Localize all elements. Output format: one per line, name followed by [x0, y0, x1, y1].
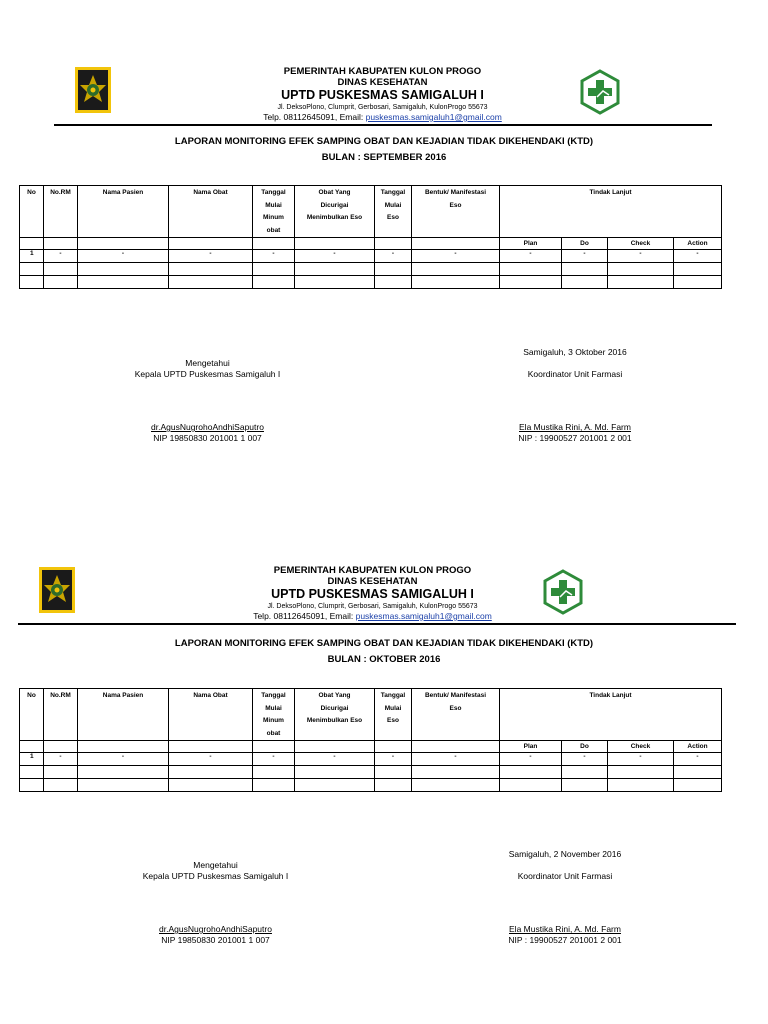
cell: -: [562, 250, 608, 263]
sig-koordinator-title: Koordinator Unit Farmasi: [527, 369, 623, 379]
hdr-text: Bentuk/ Manifestasi: [424, 692, 487, 699]
letterhead: [220, 66, 545, 123]
cell: -: [169, 753, 253, 766]
contact: [210, 611, 535, 622]
col-action: Action: [674, 238, 722, 250]
signature-right: [480, 347, 670, 444]
sig-kepala-name: dr.AgusNugrohoAndhiSaputro: [151, 422, 264, 432]
cell: -: [608, 250, 674, 263]
cell: -: [295, 753, 375, 766]
dept-name: DINAS KESEHATAN: [337, 77, 428, 88]
col-check: Check: [608, 741, 674, 753]
report-title: LAPORAN MONITORING EFEK SAMPING OBAT DAN KEJADIAN TIDAK DIKEHENDAKI (KTD): [174, 136, 594, 147]
sig-kepala-name: dr.AgusNugrohoAndhiSaputro: [159, 924, 272, 934]
cell: -: [375, 753, 412, 766]
cell: -: [169, 250, 253, 263]
signature-left: [118, 860, 313, 946]
cell: -: [500, 753, 562, 766]
col-tanggal-minum: [253, 689, 295, 741]
sig-mengetahui: Mengetahui: [185, 358, 230, 368]
col-plan: Plan: [500, 238, 562, 250]
hdr-text: Obat Yang: [318, 189, 351, 196]
hdr-text: Menimbulkan Eso: [306, 214, 363, 221]
table-row: [20, 276, 722, 289]
col-do: Do: [562, 238, 608, 250]
institution-name: UPTD PUSKESMAS SAMIGALUH I: [271, 587, 474, 601]
monitoring-table: [19, 688, 722, 792]
cell: -: [78, 250, 169, 263]
cell: -: [295, 250, 375, 263]
cell: -: [500, 250, 562, 263]
puskesmas-cross-icon: [577, 69, 623, 115]
hdr-text: Mulai: [265, 704, 282, 712]
col-tindak-lanjut: Tindak Lanjut: [500, 186, 722, 238]
col-no: No: [20, 186, 44, 238]
col-tindak-lanjut: Tindak Lanjut: [500, 689, 722, 741]
cell: -: [412, 250, 500, 263]
cell: -: [78, 753, 169, 766]
sig-kepala-title: Kepala UPTD Puskesmas Samigaluh I: [142, 871, 289, 881]
cell: -: [44, 250, 78, 263]
hdr-text: Minum: [263, 717, 284, 724]
header-rule: [54, 124, 712, 126]
sig-koordinator-nip: NIP : 19900527 201001 2 001: [508, 935, 622, 945]
col-plan: Plan: [500, 741, 562, 753]
sig-koordinator-name: Ela Mustika Rini, A. Md. Farm: [519, 422, 631, 432]
table-row: [20, 766, 722, 779]
cell: -: [674, 250, 722, 263]
hdr-text: Menimbulkan Eso: [306, 717, 363, 724]
hdr-text: Tanggal: [261, 692, 286, 699]
email-link[interactable]: puskesmas.samigaluh1@gmail.com: [355, 611, 492, 621]
table-row: [20, 250, 722, 263]
col-obat-dicurigai: [295, 689, 375, 741]
sig-koordinator-name: Ela Mustika Rini, A. Md. Farm: [509, 924, 621, 934]
hdr-text: Dicurigai: [320, 201, 349, 209]
letterhead: [210, 565, 535, 622]
cell: -: [608, 753, 674, 766]
col-obat-dicurigai: [295, 186, 375, 238]
sig-koordinator-title: Koordinator Unit Farmasi: [517, 871, 613, 881]
cell: -: [253, 250, 295, 263]
sig-date: Samigaluh, 2 November 2016: [508, 849, 622, 859]
contact: [220, 112, 545, 123]
sig-date: Samigaluh, 3 Oktober 2016: [523, 347, 627, 357]
col-nama-obat: Nama Obat: [169, 186, 253, 238]
col-action: Action: [674, 741, 722, 753]
col-norm: No.RM: [44, 689, 78, 741]
header-rule: [18, 623, 736, 625]
hdr-text: obat: [266, 729, 281, 737]
sig-mengetahui: Mengetahui: [193, 860, 238, 870]
hdr-text: Dicurigai: [320, 704, 349, 712]
col-bentuk-eso: [412, 689, 500, 741]
cell: -: [253, 753, 295, 766]
table-row: [20, 779, 722, 792]
hdr-text: Bentuk/ Manifestasi: [424, 189, 487, 196]
cell: -: [375, 250, 412, 263]
sig-kepala-nip: NIP 19850830 201001 1 007: [161, 935, 270, 945]
kulon-progo-seal-icon: [39, 567, 75, 613]
col-no: No: [20, 689, 44, 741]
phone: Telp. 08112645091, Email:: [253, 611, 356, 621]
hdr-text: Obat Yang: [318, 692, 351, 699]
col-nama-pasien: Nama Pasien: [78, 186, 169, 238]
col-do: Do: [562, 741, 608, 753]
col-nama-pasien: Nama Pasien: [78, 689, 169, 741]
col-check: Check: [608, 238, 674, 250]
hdr-text: Mulai: [384, 704, 402, 712]
signature-left: [110, 358, 305, 444]
govt-name: PEMERINTAH KABUPATEN KULON PROGO: [273, 565, 472, 576]
hdr-text: Minum: [263, 214, 284, 221]
address: Jl. DeksoPlono, Clumprit, Gerbosari, Samigaluh, KulonProgo 55673: [267, 603, 478, 610]
report-title: LAPORAN MONITORING EFEK SAMPING OBAT DAN KEJADIAN TIDAK DIKEHENDAKI (KTD): [174, 638, 594, 649]
puskesmas-cross-icon: [540, 569, 586, 615]
cell: -: [412, 753, 500, 766]
address: Jl. DeksoPlono, Clumprit, Gerbosari, Samigaluh, KulonProgo 55673: [277, 104, 488, 111]
hdr-text: Tanggal: [261, 189, 286, 196]
hdr-text: Tanggal: [380, 189, 406, 196]
hdr-text: obat: [266, 226, 281, 234]
col-norm: No.RM: [44, 186, 78, 238]
report-september: [0, 0, 768, 500]
report-period: BULAN : SEPTEMBER 2016: [321, 152, 447, 163]
hdr-text: Eso: [387, 717, 399, 724]
signature-right: [470, 849, 660, 946]
govt-name: PEMERINTAH KABUPATEN KULON PROGO: [283, 66, 482, 77]
sig-koordinator-nip: NIP : 19900527 201001 2 001: [518, 433, 632, 443]
report-period: BULAN : OKTOBER 2016: [327, 654, 441, 665]
col-nama-obat: Nama Obat: [169, 689, 253, 741]
cell: -: [562, 753, 608, 766]
hdr-text: Tanggal: [380, 692, 406, 699]
dept-name: DINAS KESEHATAN: [327, 576, 418, 587]
cell: -: [674, 753, 722, 766]
kulon-progo-seal-icon: [75, 67, 111, 113]
hdr-text: Eso: [449, 201, 462, 209]
monitoring-table: [19, 185, 722, 289]
hdr-text: Eso: [387, 214, 399, 221]
col-tanggal-eso: [375, 689, 412, 741]
cell: 1: [20, 250, 44, 263]
report-oktober: [0, 502, 768, 1002]
email-link[interactable]: puskesmas.samigaluh1@gmail.com: [365, 112, 502, 122]
phone: Telp. 08112645091, Email:: [263, 112, 366, 122]
sig-kepala-title: Kepala UPTD Puskesmas Samigaluh I: [134, 369, 281, 379]
sig-kepala-nip: NIP 19850830 201001 1 007: [153, 433, 262, 443]
col-bentuk-eso: [412, 186, 500, 238]
hdr-text: Eso: [449, 704, 462, 712]
cell: 1: [20, 753, 44, 766]
hdr-text: Mulai: [384, 201, 402, 209]
col-tanggal-eso: [375, 186, 412, 238]
table-row: [20, 753, 722, 766]
table-row: [20, 263, 722, 276]
cell: -: [44, 753, 78, 766]
col-tanggal-minum: [253, 186, 295, 238]
hdr-text: Mulai: [265, 201, 282, 209]
institution-name: UPTD PUSKESMAS SAMIGALUH I: [281, 88, 484, 102]
